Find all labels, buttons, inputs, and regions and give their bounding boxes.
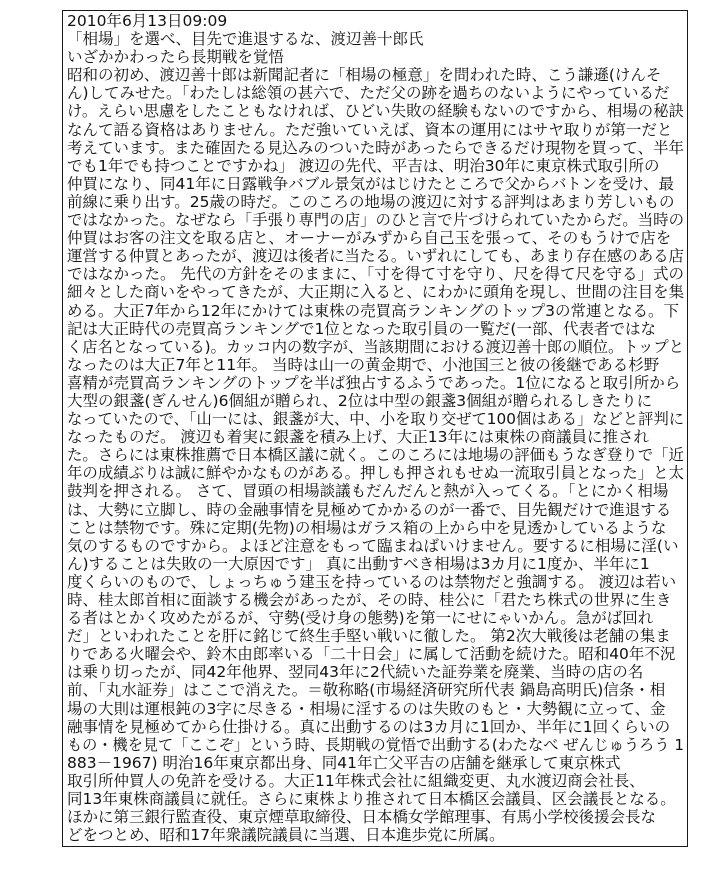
body-line: 気のするものですから。よほど注意をもって臨まねばいけません。要するに相場に淫(い (67, 536, 679, 555)
body-line: た。さらには東株推薦で日本橋区議に就く。このころには地場の評価もうなぎ登りで「近 (67, 446, 684, 465)
body-line: 前、「丸水証券」はここで消えた。＝敬称略(市場経済研究所代表 鍋島高明氏)信条・相 (67, 681, 666, 700)
body-line: ほかに第三銀行監査役、東京煙草取締役、日本橋女学館理事、有馬小学校後援会長な (67, 808, 657, 827)
body-line: 年の成績ぶりは誠に鮮やかなものがある。押しも押されもせぬ一流取引員となった」と太 (67, 464, 684, 483)
body-line: りである火曜会や、鈴木由郎率いる「二十日会」に属して活動を続けた。昭和40年不況 (67, 645, 676, 664)
body-line: ん)することは失敗の一大原因です」 真に出動すべき相場は3カ月に1度か、半年に1 (67, 554, 650, 573)
body-line: 細々とした商いをやってきたが、大正期に入ると、にわかに頭角を現し、世間の注目を集 (67, 283, 684, 302)
article-box (62, 10, 688, 847)
body-line: 同13年東株商議員に就任。さらに東株より推されて日本橋区会議員、区会議長となる。 (67, 790, 676, 809)
body-line: は乗り切ったが、同42年他界、翌同43年に2代続いた証券業を廃業、当時の店の名 (67, 663, 644, 682)
body-line: 融事情を見極めてから仕掛ける。真に出動するのは3カ月に1回か、半年に1回くらいの (67, 717, 671, 736)
body-line: 記は大正時代の売買高ランキングで1位となった取引員の一覧だ(一部、代表者ではな (67, 319, 656, 338)
headline: 「相場」を選べ、目先で進退するな、渡辺善十郎氏 (67, 30, 424, 49)
body-line: でも1年でも持つことですかね」 渡辺の先代、平吉は、明治30年に東京株式取引所の (67, 156, 660, 175)
body-line: 時、桂太郎首相に面談する機会があったが、その時、桂公に「君たち株式の世界に生き (67, 591, 672, 609)
body-line: は、大勢に立脚し、時の金融事情を見極めてかかるのが一番で、目先観だけで進退する (67, 500, 672, 519)
body-line: 場の大則は運根鈍の3字に尽きる・相場に淫するのは失敗のもと・大勢観に立って、金 (67, 699, 666, 718)
body-line: なったものだ。 渡辺も着実に銀盞を積み上げ、大正13年には東株の商議員に推され (67, 428, 650, 447)
subheadline: いざかかわったら長期戦を覚悟 (67, 48, 284, 67)
body-line: なんて語る資格はありません。ただ強いていえば、資本の運用にはサヤ取りが第一だと (67, 120, 673, 139)
body-line: ではなかった。 先代の方針をそのままに、「寸を得て寸を守り、尺を得て尺を守る」式の (67, 265, 684, 284)
body-line: ではなかった。なぜなら「手張り専門の店」のひと言で片づけられていたからだ。当時の (67, 211, 684, 230)
body-line: く店名となっている)。カッコ内の数字が、当該期間における渡辺善十郎の順位。トップと (67, 337, 684, 356)
body-line: なっていたので、「山一には、銀盞が大、中、小を取り交ぜて100個はある」などと評判に (67, 410, 684, 429)
body-line: 運営する仲買とあったが、渡辺は後者に当たる。いずれにしても、あまり存在感のある店 (67, 247, 684, 266)
body-line: 考えています。また確固たる見込みのついた時があったらできるだけ現物を買って、半年 (67, 138, 684, 157)
timestamp: 2010年6月13日09:09 (67, 12, 228, 30)
body-line: もの・機を見て「ここぞ」という時、長期戦の覚悟で出動する(わたなべ ぜんじゅうろう 1 (67, 735, 684, 754)
body-line: める。大正7年から12年にかけては東株の売買高ランキングのトップ3の常連となる。下 (67, 301, 680, 320)
body-line: 度くらいのもので、しょっちゅう建玉を持っているのは禁物だと強調する。 渡辺は若い (67, 572, 677, 591)
body-line: 喜精が売買高ランキングのトップを半ば独占するふうであった。1位になると取引所から (67, 373, 681, 392)
body-line: 鼓判を押される。 さて、冒頭の相場談議もだんだんと熱が入ってくる。「とにかく相場 (67, 482, 669, 501)
body-line: ことは禁物です。殊に定期(先物)の相場はガラス箱の上から中を見透かしているような (67, 518, 667, 537)
body-line: 取引所仲買人の免許を受ける。大正11年株式会社に組織変更、丸水渡辺商会社長、 (67, 771, 645, 790)
body-line: 仲買になり、同41年に日露戦争バブル景気がはじけたところで父からバトンを受け、最 (67, 174, 675, 193)
body-line: なったのは大正7年と11年。 当時は山一の黄金期で、小池国三と彼の後継である杉野 (67, 355, 660, 374)
body-line: 仲買はお客の注文を取る店と、オーナーがみずから自己玉を張って、そのもうけで店を (67, 229, 672, 248)
body-line: る者はとかく攻めたがるが、守勢(受け身の態勢)を第一にせにゃいかん。急がば回れ (67, 609, 654, 628)
body-line: ん)してみせた。「わたしは総領の甚六で、ただ父の跡を過ちのないようにやっているだ (67, 84, 670, 103)
body-line: だ」といわれたことを肝に銘じて終生手堅い戦いに徹した。 第2次大戦後は老舗の集ま (67, 627, 671, 646)
body-line: 昭和の初め、渡辺善十郎は新聞記者に「相場の極意」を問われた時、こう謙遜(けんそ (67, 66, 662, 85)
body-line: 大型の銀盞(ぎんせん)6個組が贈られ、2位は中型の銀盞3個組が贈られるしきたりに (67, 391, 653, 410)
body-line: け。えらい思慮をしたこともなければ、ひどい失敗の経験もないのですから、相場の秘訣 (67, 102, 684, 121)
body-line: 883－1967) 明治16年東京都出身、同41年亡父平吉の店舗を継承して東京株式 (67, 753, 621, 772)
body-line: どをつとめ、昭和17年衆議院議員に当選、日本進歩党に所属。 (67, 826, 505, 845)
body-line: 前線に乗り出す。25歳の時だ。このころの地場の渡辺に対する評判はあまり芳しいもの (67, 192, 675, 211)
